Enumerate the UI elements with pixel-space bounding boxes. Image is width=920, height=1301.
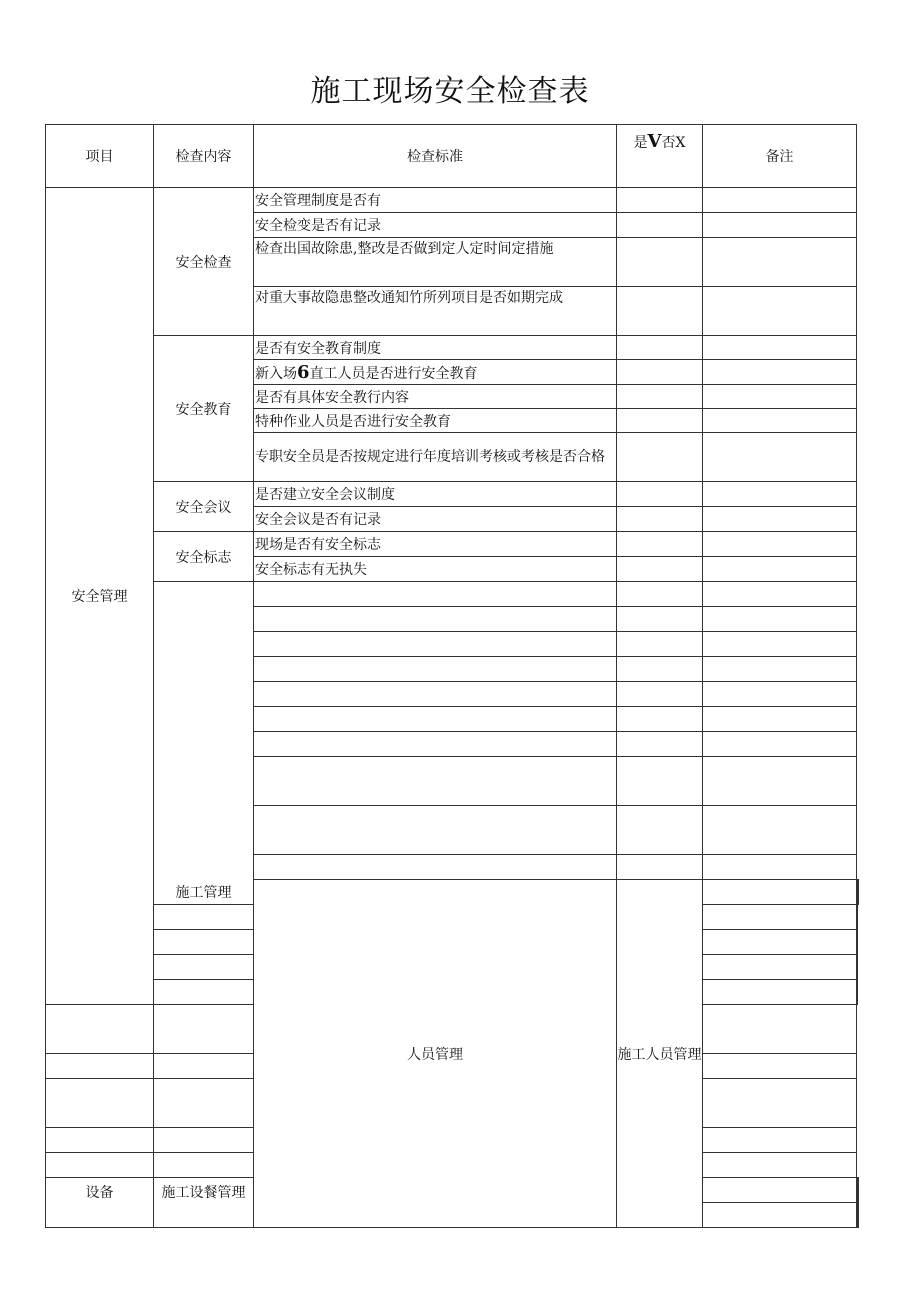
header-content: 检查内容	[154, 125, 254, 188]
standard-cell[interactable]	[254, 707, 617, 732]
no-mark: X	[675, 135, 686, 151]
standard-cell[interactable]	[254, 855, 617, 880]
standard-cell[interactable]	[254, 607, 617, 632]
remark-cell[interactable]	[858, 1178, 859, 1203]
yes-no-cell[interactable]	[154, 1054, 254, 1079]
subsection-construction-management: 施工管理	[154, 582, 254, 905]
header-standard: 检查标准	[254, 125, 617, 188]
yes-no-cell[interactable]	[617, 360, 703, 385]
yes-no-cell[interactable]	[617, 336, 703, 360]
standard-cell[interactable]	[46, 1005, 154, 1054]
remark-cell[interactable]	[703, 757, 857, 806]
remark-cell[interactable]	[703, 557, 857, 582]
standard-cell[interactable]	[703, 1203, 857, 1228]
standard-cell[interactable]	[154, 955, 254, 980]
yes-no-cell[interactable]	[617, 287, 703, 336]
remark-cell[interactable]	[858, 1203, 859, 1228]
remark-cell[interactable]	[703, 806, 857, 855]
standard-cell[interactable]	[254, 582, 617, 607]
yes-no-cell[interactable]	[703, 930, 857, 955]
yes-no-cell[interactable]	[617, 409, 703, 433]
standard-cell[interactable]	[154, 980, 254, 1005]
standard-cell[interactable]	[254, 682, 617, 707]
remark-cell[interactable]	[703, 1079, 857, 1128]
standard-mark: 6	[297, 361, 310, 383]
standard-cell[interactable]	[703, 1178, 857, 1203]
yes-no-cell[interactable]	[703, 905, 857, 930]
yes-no-cell[interactable]	[617, 682, 703, 707]
table-row	[46, 336, 859, 360]
yes-no-cell[interactable]	[617, 238, 703, 287]
subsection-safety-education: 安全教育	[154, 336, 254, 482]
subsection-construction-equipment-management: 施工设餐管理	[154, 1178, 254, 1228]
remark-cell[interactable]	[703, 507, 857, 532]
standard-cell: 安全会议是否有记录	[254, 507, 617, 532]
no-label: 否	[661, 135, 676, 151]
remark-cell[interactable]	[703, 1054, 857, 1079]
yes-label: 是	[633, 135, 648, 151]
table-row	[46, 482, 859, 507]
header-remark: 备注	[703, 125, 857, 188]
section-safety-management: 安全管理	[46, 188, 154, 1005]
table-row	[46, 582, 859, 607]
table-row	[46, 532, 859, 557]
yes-no-cell[interactable]	[617, 607, 703, 632]
standard-cell[interactable]	[154, 930, 254, 955]
standard-cell: 专职安全员是否按规定进行年度培训考核或考核是否合格	[254, 433, 617, 482]
standard-cell: 是否有安全教育制度	[254, 336, 617, 360]
remark-cell[interactable]	[857, 955, 858, 980]
yes-no-cell[interactable]	[154, 1153, 254, 1178]
remark-cell[interactable]	[703, 1005, 857, 1054]
remark-cell[interactable]	[703, 433, 857, 482]
header-item: 项目	[46, 125, 154, 188]
remark-cell[interactable]	[703, 409, 857, 433]
yes-no-cell[interactable]	[703, 955, 857, 980]
yes-no-cell[interactable]	[703, 980, 857, 1005]
standard-cell: 检查出国故除患,整改是否做到定人定时间定措施	[254, 238, 617, 287]
subsection-construction-personnel-management: 施工人员管理	[617, 880, 703, 1228]
remark-cell[interactable]	[703, 632, 857, 657]
standard-cell[interactable]	[154, 905, 254, 930]
yes-no-cell[interactable]	[617, 732, 703, 757]
remark-cell[interactable]	[703, 238, 857, 287]
yes-no-cell[interactable]	[617, 582, 703, 607]
remark-cell[interactable]	[703, 657, 857, 682]
standard-cell[interactable]	[46, 1153, 154, 1178]
yes-no-cell[interactable]	[617, 557, 703, 582]
remark-cell[interactable]	[703, 188, 857, 213]
yes-no-cell[interactable]	[617, 632, 703, 657]
standard-cell: 是否建立安全会议制度	[254, 482, 617, 507]
yes-no-cell[interactable]	[154, 1079, 254, 1128]
yes-no-cell[interactable]	[617, 855, 703, 880]
remark-cell[interactable]	[857, 905, 858, 930]
page-title: 施工现场安全检查表	[310, 74, 590, 109]
standard-cell[interactable]	[254, 806, 617, 855]
standard-cell[interactable]	[254, 732, 617, 757]
standard-cell[interactable]	[46, 1079, 154, 1128]
yes-no-cell[interactable]	[617, 213, 703, 238]
yes-no-cell[interactable]	[154, 1005, 254, 1054]
remark-cell[interactable]	[703, 732, 857, 757]
standard-cell[interactable]	[46, 1054, 154, 1079]
table-row	[46, 188, 859, 213]
yes-no-cell[interactable]	[617, 806, 703, 855]
remark-cell[interactable]	[857, 980, 858, 1005]
yes-no-cell[interactable]	[617, 385, 703, 409]
remark-cell[interactable]	[703, 532, 857, 557]
remark-cell[interactable]	[703, 287, 857, 336]
remark-cell[interactable]	[858, 880, 859, 905]
remark-cell[interactable]	[703, 1153, 857, 1178]
remark-cell[interactable]	[703, 360, 857, 385]
header-row	[46, 125, 859, 188]
header-yes-no	[617, 125, 703, 188]
subsection-safety-meeting: 安全会议	[154, 482, 254, 532]
standard-cell: 现场是否有安全标志	[254, 532, 617, 557]
remark-cell[interactable]	[857, 930, 858, 955]
yes-mark: V	[647, 131, 662, 152]
yes-no-cell[interactable]	[617, 657, 703, 682]
standard-cell: 安全管理制度是否有	[254, 188, 617, 213]
standard-cell: 对重大事故隐患整改通知竹所列项目是否如期完成	[254, 287, 617, 336]
standard-cell: 安全标志有无执失	[254, 557, 617, 582]
standard-text: 直工人员是否进行安全教育	[309, 365, 478, 382]
yes-no-cell[interactable]	[617, 532, 703, 557]
inspection-table	[45, 124, 859, 1228]
remark-cell[interactable]	[703, 582, 857, 607]
standard-cell	[254, 360, 617, 385]
standard-cell[interactable]	[254, 632, 617, 657]
standard-cell: 特种作业人员是否进行安全教育	[254, 409, 617, 433]
yes-no-cell[interactable]	[617, 188, 703, 213]
remark-cell[interactable]	[703, 682, 857, 707]
standard-cell: 是否有具体安全教行内容	[254, 385, 617, 409]
yes-no-cell[interactable]	[617, 482, 703, 507]
standard-cell: 安全检变是否有记录	[254, 213, 617, 238]
subsection-safety-inspection: 安全检查	[154, 188, 254, 336]
yes-no-cell[interactable]	[154, 1128, 254, 1153]
yes-no-cell[interactable]	[617, 707, 703, 732]
yes-no-cell[interactable]	[617, 757, 703, 806]
standard-cell[interactable]	[254, 757, 617, 806]
section-personnel-management: 人员管理	[254, 880, 617, 1228]
yes-no-cell[interactable]	[617, 507, 703, 532]
standard-cell[interactable]	[46, 1128, 154, 1153]
remark-cell[interactable]	[703, 336, 857, 360]
remark-cell[interactable]	[703, 1128, 857, 1153]
yes-no-cell[interactable]	[617, 433, 703, 482]
remark-cell[interactable]	[703, 213, 857, 238]
subsection-safety-signs: 安全标志	[154, 532, 254, 582]
standard-cell[interactable]	[254, 657, 617, 682]
remark-cell[interactable]	[703, 482, 857, 507]
standard-text: 新入场	[255, 365, 297, 382]
remark-cell[interactable]	[703, 855, 857, 880]
standard-cell[interactable]	[703, 880, 857, 905]
section-equipment: 设备	[46, 1178, 154, 1228]
remark-cell[interactable]	[703, 385, 857, 409]
remark-cell[interactable]	[703, 707, 857, 732]
remark-cell[interactable]	[703, 607, 857, 632]
